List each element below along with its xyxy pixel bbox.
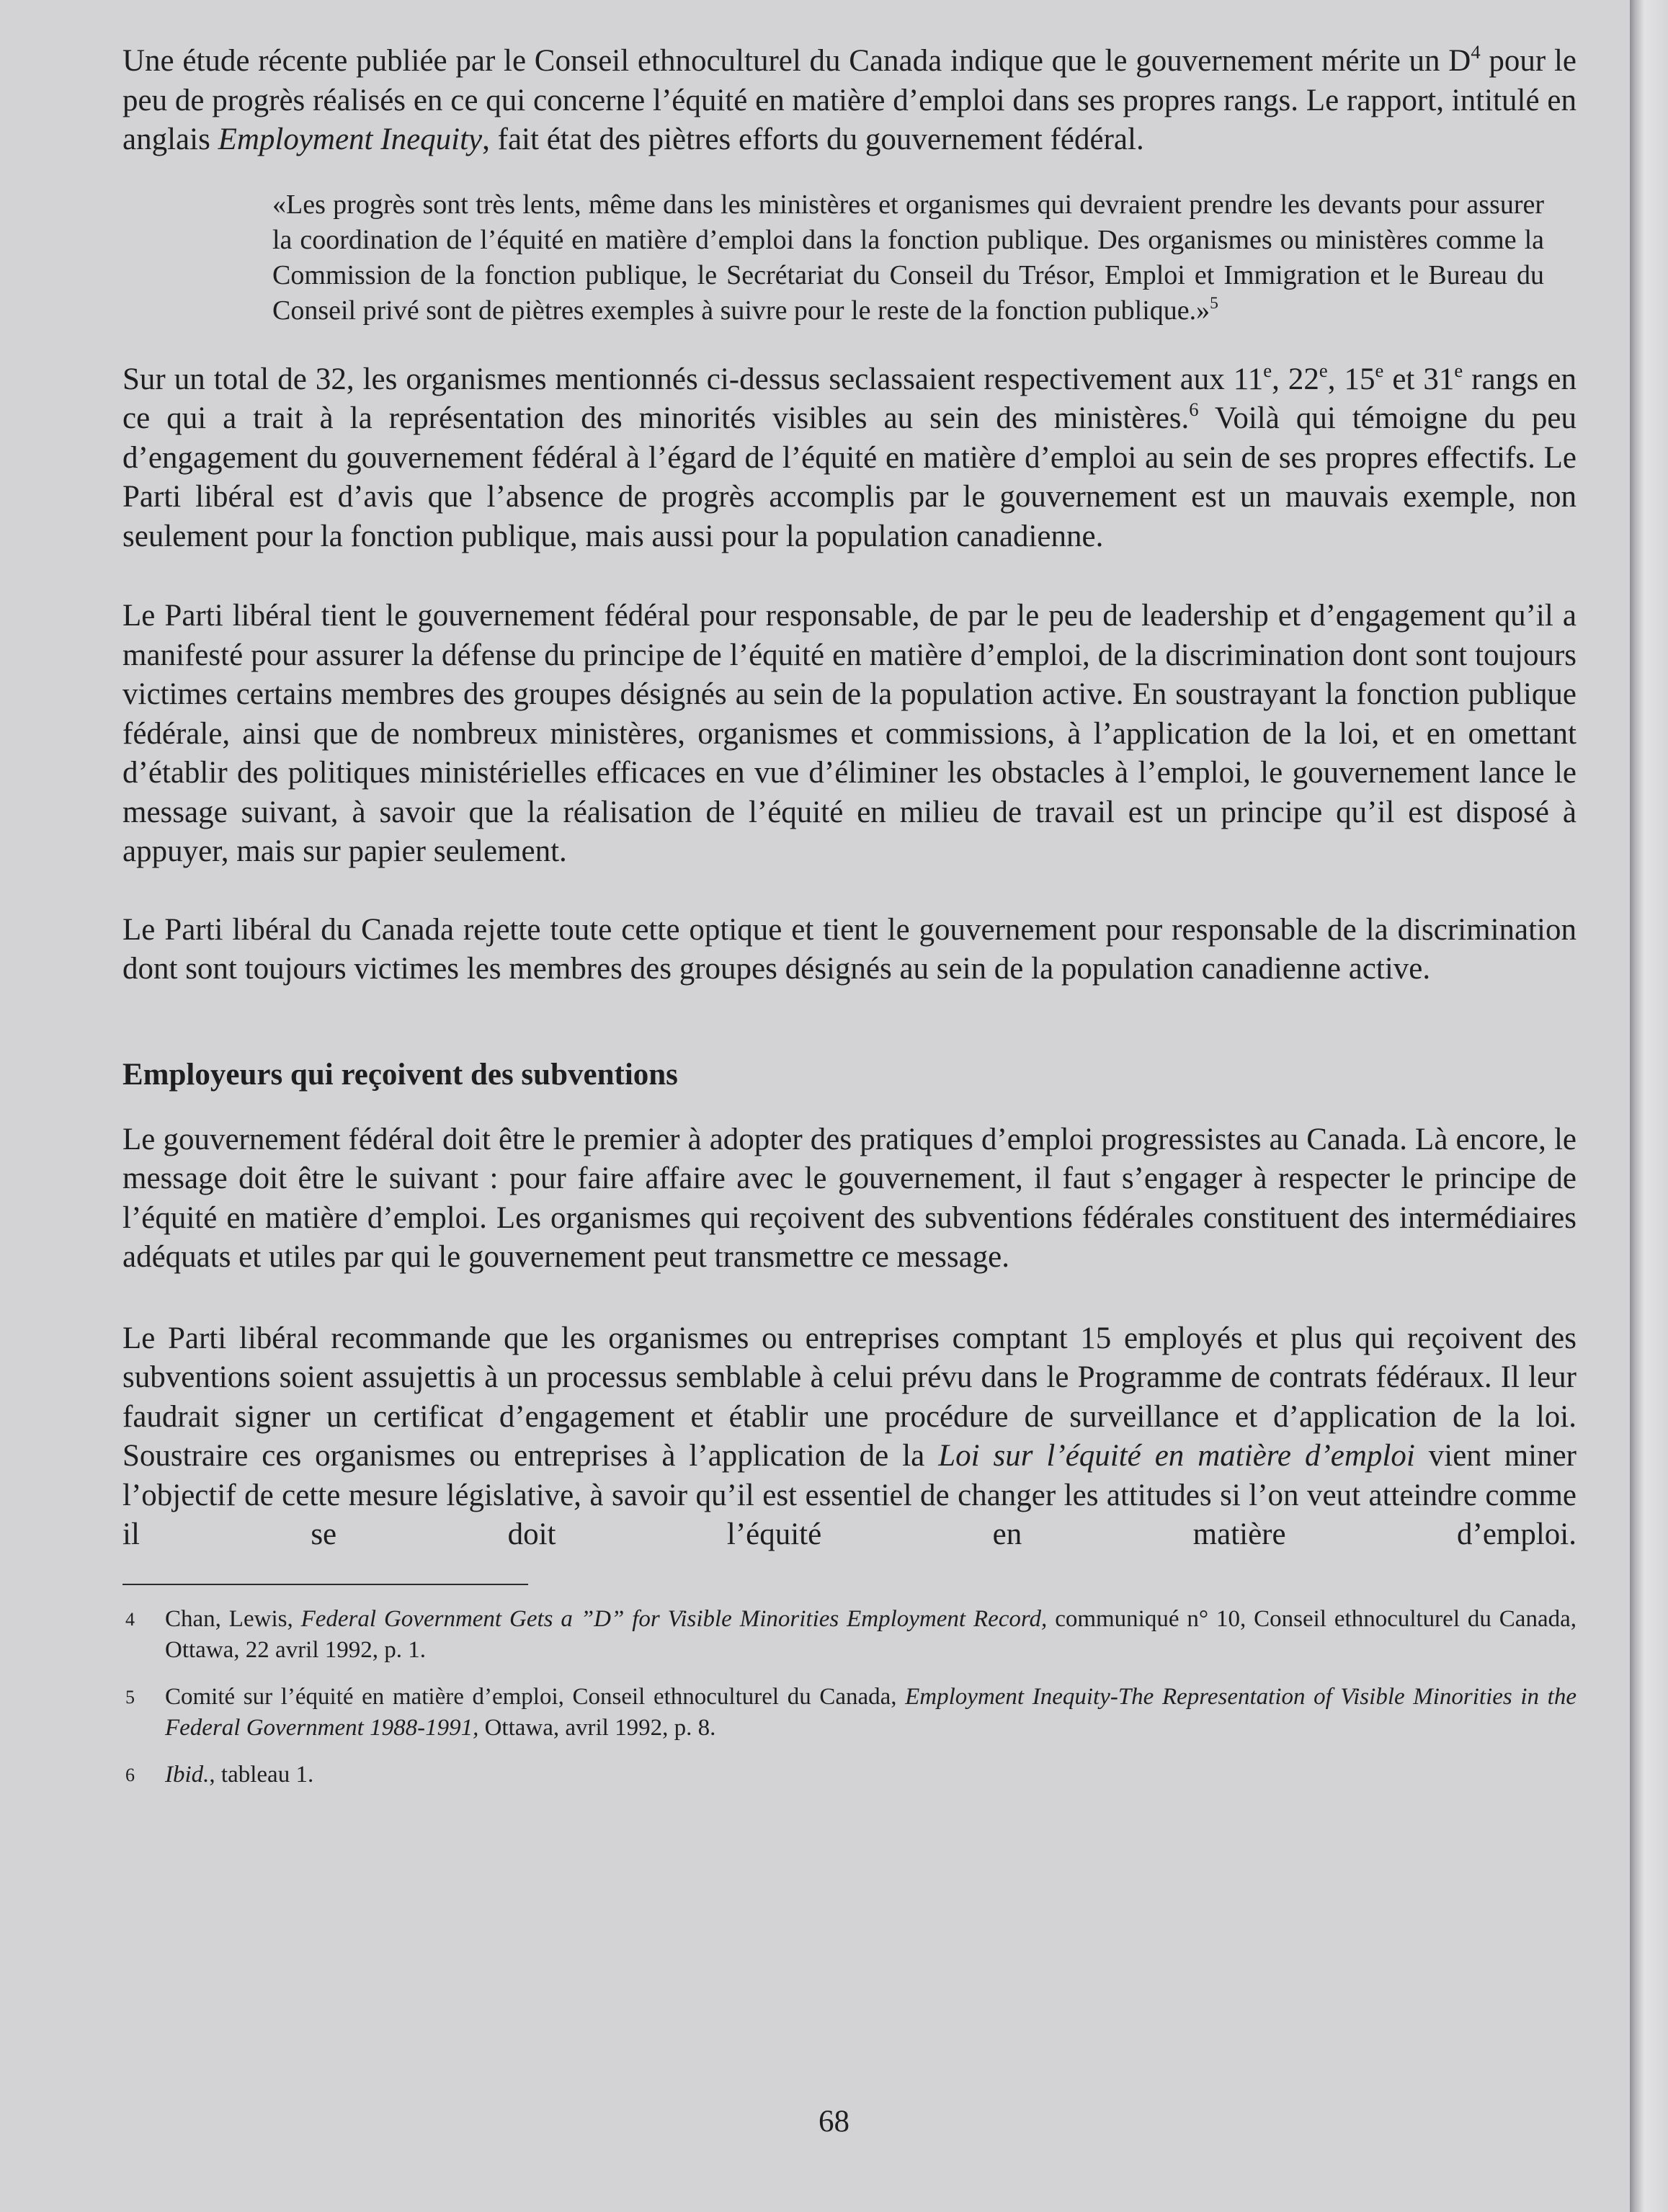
paragraph-3: Le Parti libéral tient le gouvernement fédéral pour responsable, de par le peu de leadership et d’engagement qu’il a manifesté pour assurer la défense du principe de l’équité en matière d’emploi, de la discrimination dont sont toujours victimes certains membres des groupes désignés au sein de la population active. En soustrayant la fonction publique fédérale, ainsi que de nombreux ministères, organismes et commissions, à l’application de la loi, et en omettant d’établir des politiques ministérielles efficaces en vue d’éliminer les obstacles à l’emploi, le gouvernement lance le message suivant, à savoir que la réalisation de l’équité en milieu de travail est un principe qu’il est disposé à appuyer, mais sur papier seulement. [122,599,1576,868]
footnote-ref[interactable]: 4 [1471,41,1481,63]
page-edge-shadow [1630,0,1668,2212]
text: Chan, Lewis, [165,1605,301,1632]
block-quote [272,187,1544,329]
text: et 31 [1383,362,1455,396]
footnote-number: 4 [125,1608,135,1630]
text: , tableau 1. [209,1761,314,1788]
footnote-number: 5 [125,1686,135,1708]
paragraph-1 [122,42,1576,160]
citation-title: Federal Government Gets a ”D” for Visible Minorities Employment Record, [300,1605,1048,1632]
page-content [122,42,1576,1790]
ordinal-suffix: e [1319,359,1328,381]
text: , fait état des piètres efforts du gouvernement fédéral. [482,122,1144,156]
ordinal-suffix: e [1454,359,1463,381]
footnote-number: 6 [125,1764,135,1785]
law-title: Loi sur l’équité en matière d’emploi [938,1439,1415,1473]
paragraph-4: Le Parti libéral du Canada rejette toute cette optique et tient le gouvernement pour responsable de la discrimination dont sont toujours victimes les membres des groupes désignés au sein de la population canadienne active. [122,912,1576,986]
paragraph-2 [122,360,1576,557]
text: Voilà qui témoigne du peu d’engagement du gouvernement fédéral à l’égard de l’équité en matière d’emploi au sein de ses propres effectifs. Le Parti libéral est d’avis que l’absence de progrès accomplis par le gouvernement est un mauvais exemple, non seulement pour la fonction publique, mais aussi pour la population canadienne. [122,401,1576,553]
text: vient miner l’objectif de cette mesure législative, à savoir qu’il est essentiel de changer les attitudes si l’on veut atteindre comme il se doit l’équité en matière d’emploi. [122,1439,1576,1551]
ordinal-suffix: e [1263,359,1272,381]
text: Une étude récente publiée par le Conseil ethnoculturel du Canada indique que le gouvernement mérite un D [122,44,1471,78]
footnote-5 [122,1682,1576,1744]
footnote-4 [122,1604,1576,1666]
quote-text: «Les progrès sont très lents, même dans les ministères et organismes qui devraient prendre les devants pour assurer la coordination de l’équité en matière d’emploi dans la fonction publique. Des organismes ou ministères comme la Commission de la fonction publique, le Secrétariat du Conseil du Trésor, Emploi et Immigration et le Bureau du Conseil privé sont de piètres exemples à suivre pour le reste de la fonction publique.» [272,189,1544,326]
text: , 22 [1272,362,1319,396]
text: Le Parti libéral recommande que les organismes ou entreprises comptant 15 employés et plus qui reçoivent des subventions soient assujettis à un processus semblable à celui prévu dans le Programme de contrats fédéraux. Il leur faudrait signer un certificat d’engagement et établir une procédure de surveillance et d’application de la loi. Soustraire ces organismes ou entreprises à l’application de la [122,1321,1576,1473]
text: Comité sur l’équité en matière d’emploi, Conseil ethnoculturel du Canada, [165,1683,906,1710]
page-number: 68 [819,2105,849,2139]
text: , 15 [1327,362,1375,396]
citation-title: Ibid. [165,1761,210,1788]
paragraph-6 [122,1319,1576,1555]
text: Ottawa, avril 1992, p. 8. [478,1714,716,1741]
paragraph-5: Le gouvernement fédéral doit être le premier à adopter des pratiques d’emploi progressistes au Canada. Là encore, le message doit être le suivant : pour faire affaire avec le gouvernement, il faut s’engager à respecter le principe de l’équité en matière d’emploi. Les organismes qui reçoivent des subventions fédérales constituent des intermédiaires adéquats et utiles par qui le gouvernement peut transmettre ce message. [122,1122,1576,1274]
ordinal-suffix: e [1375,359,1384,381]
footnote-ref[interactable]: 6 [1189,398,1199,421]
footnote-ref[interactable]: 5 [1210,293,1218,313]
report-title: Employment Inequity [218,122,483,156]
text: Sur un total de 32, les organismes mentionnés ci-dessus seclassaient respectivement aux 11 [122,362,1264,396]
section-heading: Employeurs qui reçoivent des subventions [122,1057,678,1092]
text: communiqué n° 10, Conseil ethnoculturel du Canada, Ottawa, 22 avril 1992, p. 1. [165,1605,1576,1663]
citation-title: Employment Inequity-The Representation of Visible Minorities in the Federal Government 1988-1991, [165,1683,1576,1741]
text: rangs en ce qui a trait à la représentation des minorités visibles au sein des ministères. [122,362,1577,435]
text: pour le peu de progrès réalisés en ce qui concerne l’équité en matière d’emploi dans ses propres rangs. Le rapport, intitulé en anglais [122,44,1576,156]
footnote-6 [122,1760,1576,1790]
